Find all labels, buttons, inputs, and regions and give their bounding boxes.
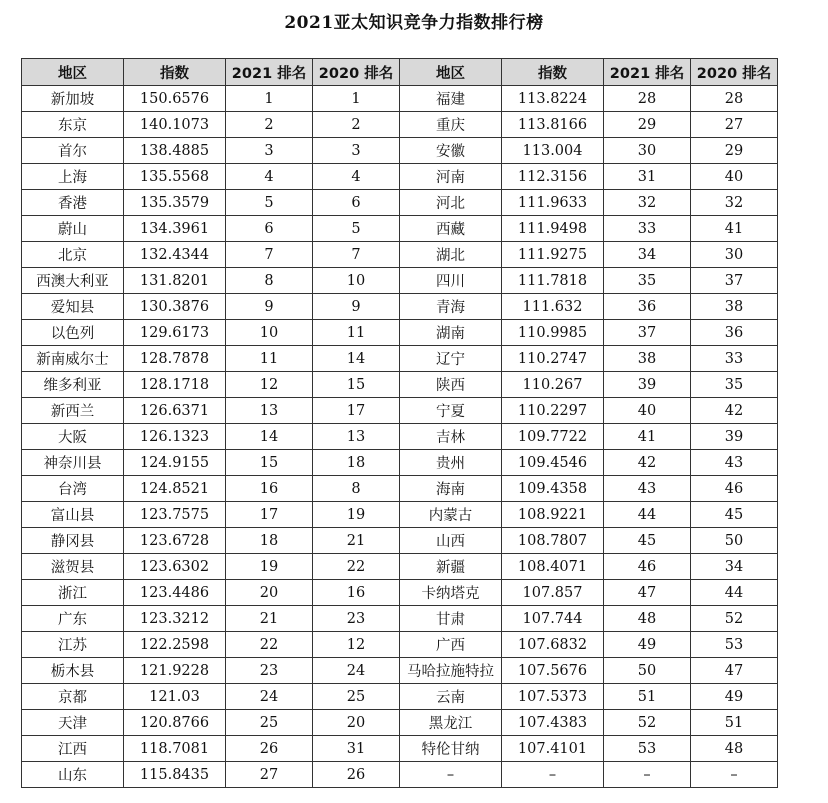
region-cell: 山西 (400, 528, 502, 554)
index-cell: 110.2297 (502, 398, 604, 424)
index-cell: 123.4486 (124, 580, 226, 606)
rank-2020-cell: 21 (313, 528, 400, 554)
index-cell: 124.8521 (124, 476, 226, 502)
table-row (22, 320, 778, 346)
index-cell: 113.004 (502, 138, 604, 164)
rank-2021-cell: 36 (604, 294, 691, 320)
index-cell: – (502, 762, 604, 788)
region-cell: 神奈川县 (22, 450, 124, 476)
index-cell: 108.4071 (502, 554, 604, 580)
rank-2021-cell: 30 (604, 138, 691, 164)
rank-2020-cell: 22 (313, 554, 400, 580)
rank-2021-cell: 11 (226, 346, 313, 372)
region-cell: 海南 (400, 476, 502, 502)
region-cell: 陕西 (400, 372, 502, 398)
table-row (22, 476, 778, 502)
rank-2021-cell: 27 (226, 762, 313, 788)
index-cell: 129.6173 (124, 320, 226, 346)
region-cell: 河北 (400, 190, 502, 216)
table-header-row (22, 59, 778, 86)
region-cell: 湖南 (400, 320, 502, 346)
table-row (22, 580, 778, 606)
header-rank-2020-right: 2020 排名 (691, 59, 778, 86)
rank-2021-cell: 6 (226, 216, 313, 242)
index-cell: 118.7081 (124, 736, 226, 762)
rank-2020-cell: 1 (313, 86, 400, 112)
rank-2021-cell: 35 (604, 268, 691, 294)
rank-2021-cell: – (604, 762, 691, 788)
region-cell: 湖北 (400, 242, 502, 268)
region-cell: 重庆 (400, 112, 502, 138)
index-cell: 128.1718 (124, 372, 226, 398)
rank-2021-cell: 17 (226, 502, 313, 528)
rank-2020-cell: 34 (691, 554, 778, 580)
rank-2020-cell: 9 (313, 294, 400, 320)
rank-2020-cell: 5 (313, 216, 400, 242)
rank-2020-cell: 40 (691, 164, 778, 190)
index-cell: 110.267 (502, 372, 604, 398)
index-cell: 123.3212 (124, 606, 226, 632)
region-cell: 西澳大利亚 (22, 268, 124, 294)
table-row (22, 762, 778, 788)
index-cell: 111.9275 (502, 242, 604, 268)
region-cell: 河南 (400, 164, 502, 190)
index-cell: 108.9221 (502, 502, 604, 528)
index-cell: 109.4546 (502, 450, 604, 476)
region-cell: 吉林 (400, 424, 502, 450)
index-cell: 132.4344 (124, 242, 226, 268)
index-cell: 111.632 (502, 294, 604, 320)
rank-2020-cell: 48 (691, 736, 778, 762)
rank-2020-cell: 37 (691, 268, 778, 294)
rank-2021-cell: 34 (604, 242, 691, 268)
rank-2020-cell: 35 (691, 372, 778, 398)
rank-2021-cell: 2 (226, 112, 313, 138)
region-cell: 黑龙江 (400, 710, 502, 736)
table-row (22, 450, 778, 476)
table-row (22, 86, 778, 112)
rank-2020-cell: 27 (691, 112, 778, 138)
region-cell: 大阪 (22, 424, 124, 450)
table-row (22, 632, 778, 658)
index-cell: 130.3876 (124, 294, 226, 320)
rank-2020-cell: 19 (313, 502, 400, 528)
index-cell: 122.2598 (124, 632, 226, 658)
rank-2021-cell: 53 (604, 736, 691, 762)
rank-2020-cell: 25 (313, 684, 400, 710)
rank-2021-cell: 8 (226, 268, 313, 294)
rank-2020-cell: 52 (691, 606, 778, 632)
header-index: 指数 (124, 59, 226, 86)
index-cell: 111.9633 (502, 190, 604, 216)
header-index-right: 指数 (502, 59, 604, 86)
rank-2020-cell: 43 (691, 450, 778, 476)
index-cell: 107.744 (502, 606, 604, 632)
region-cell: 东京 (22, 112, 124, 138)
index-cell: 131.8201 (124, 268, 226, 294)
rank-2021-cell: 31 (604, 164, 691, 190)
table-row (22, 736, 778, 762)
region-cell: 卡纳塔克 (400, 580, 502, 606)
rank-2020-cell: 16 (313, 580, 400, 606)
index-cell: 115.8435 (124, 762, 226, 788)
region-cell: 维多利亚 (22, 372, 124, 398)
index-cell: 109.7722 (502, 424, 604, 450)
region-cell: 安徽 (400, 138, 502, 164)
rank-2021-cell: 48 (604, 606, 691, 632)
index-cell: 113.8166 (502, 112, 604, 138)
rank-2020-cell: 41 (691, 216, 778, 242)
rank-2021-cell: 37 (604, 320, 691, 346)
rank-2020-cell: 36 (691, 320, 778, 346)
rank-2020-cell: 18 (313, 450, 400, 476)
rank-2021-cell: 3 (226, 138, 313, 164)
region-cell: 青海 (400, 294, 502, 320)
index-cell: 112.3156 (502, 164, 604, 190)
rank-2021-cell: 46 (604, 554, 691, 580)
table-row (22, 554, 778, 580)
rank-2020-cell: 38 (691, 294, 778, 320)
index-cell: 121.9228 (124, 658, 226, 684)
index-cell: 107.5676 (502, 658, 604, 684)
rank-2021-cell: 19 (226, 554, 313, 580)
table-row (22, 424, 778, 450)
index-cell: 135.5568 (124, 164, 226, 190)
region-cell: 蔚山 (22, 216, 124, 242)
rank-2021-cell: 42 (604, 450, 691, 476)
index-cell: 123.7575 (124, 502, 226, 528)
rank-2021-cell: 5 (226, 190, 313, 216)
index-cell: 107.4101 (502, 736, 604, 762)
rank-2020-cell: 51 (691, 710, 778, 736)
region-cell: 静冈县 (22, 528, 124, 554)
index-cell: 123.6302 (124, 554, 226, 580)
rank-2021-cell: 45 (604, 528, 691, 554)
rank-2021-cell: 40 (604, 398, 691, 424)
table-row (22, 268, 778, 294)
region-cell: 福建 (400, 86, 502, 112)
rank-2020-cell: 8 (313, 476, 400, 502)
region-cell: 特伦甘纳 (400, 736, 502, 762)
index-cell: 135.3579 (124, 190, 226, 216)
index-cell: 107.6832 (502, 632, 604, 658)
rank-2021-cell: 20 (226, 580, 313, 606)
header-rank-2021: 2021 排名 (226, 59, 313, 86)
rank-2020-cell: 13 (313, 424, 400, 450)
rank-2020-cell: 14 (313, 346, 400, 372)
rank-2020-cell: 3 (313, 138, 400, 164)
index-cell: 120.8766 (124, 710, 226, 736)
rank-2021-cell: 13 (226, 398, 313, 424)
header-rank-2020: 2020 排名 (313, 59, 400, 86)
rank-2020-cell: 33 (691, 346, 778, 372)
rank-2021-cell: 21 (226, 606, 313, 632)
index-cell: 113.8224 (502, 86, 604, 112)
table-row (22, 684, 778, 710)
rank-2020-cell: 47 (691, 658, 778, 684)
region-cell: 四川 (400, 268, 502, 294)
rank-2020-cell: 26 (313, 762, 400, 788)
region-cell: 北京 (22, 242, 124, 268)
rank-2020-cell: 6 (313, 190, 400, 216)
table-row (22, 294, 778, 320)
header-region: 地区 (22, 59, 124, 86)
rank-2021-cell: 4 (226, 164, 313, 190)
rank-2021-cell: 25 (226, 710, 313, 736)
region-cell: 广西 (400, 632, 502, 658)
rank-2021-cell: 43 (604, 476, 691, 502)
table-row (22, 346, 778, 372)
rank-2021-cell: 39 (604, 372, 691, 398)
index-cell: 128.7878 (124, 346, 226, 372)
region-cell: 辽宁 (400, 346, 502, 372)
region-cell: 马哈拉施特拉 (400, 658, 502, 684)
rank-2020-cell: 44 (691, 580, 778, 606)
index-cell: 107.4383 (502, 710, 604, 736)
rank-2020-cell: 15 (313, 372, 400, 398)
region-cell: 广东 (22, 606, 124, 632)
index-cell: 126.1323 (124, 424, 226, 450)
rank-2020-cell: 24 (313, 658, 400, 684)
rank-2021-cell: 41 (604, 424, 691, 450)
rank-2020-cell: 2 (313, 112, 400, 138)
rank-2020-cell: 4 (313, 164, 400, 190)
table-row (22, 528, 778, 554)
region-cell: 新南威尔士 (22, 346, 124, 372)
index-cell: 107.5373 (502, 684, 604, 710)
rank-2021-cell: 1 (226, 86, 313, 112)
rank-2021-cell: 9 (226, 294, 313, 320)
region-cell: 滋贺县 (22, 554, 124, 580)
rank-2021-cell: 52 (604, 710, 691, 736)
table-row (22, 502, 778, 528)
region-cell: 甘肃 (400, 606, 502, 632)
region-cell: 上海 (22, 164, 124, 190)
region-cell: 京都 (22, 684, 124, 710)
rank-2021-cell: 26 (226, 736, 313, 762)
index-cell: 138.4885 (124, 138, 226, 164)
rank-2020-cell: 53 (691, 632, 778, 658)
index-cell: 124.9155 (124, 450, 226, 476)
region-cell: 台湾 (22, 476, 124, 502)
rank-2020-cell: 45 (691, 502, 778, 528)
rank-2020-cell: 12 (313, 632, 400, 658)
rank-2021-cell: 10 (226, 320, 313, 346)
rank-2021-cell: 24 (226, 684, 313, 710)
rank-2021-cell: 23 (226, 658, 313, 684)
table-row (22, 658, 778, 684)
table-row (22, 112, 778, 138)
index-cell: 110.2747 (502, 346, 604, 372)
rank-2020-cell: 30 (691, 242, 778, 268)
index-cell: 140.1073 (124, 112, 226, 138)
index-cell: 108.7807 (502, 528, 604, 554)
header-region-right: 地区 (400, 59, 502, 86)
region-cell: 栃木县 (22, 658, 124, 684)
region-cell: 浙江 (22, 580, 124, 606)
index-cell: 107.857 (502, 580, 604, 606)
rank-2021-cell: 18 (226, 528, 313, 554)
region-cell: 新西兰 (22, 398, 124, 424)
rank-2020-cell: 23 (313, 606, 400, 632)
rank-2020-cell: 11 (313, 320, 400, 346)
index-cell: 126.6371 (124, 398, 226, 424)
rank-2021-cell: 44 (604, 502, 691, 528)
region-cell: 新加坡 (22, 86, 124, 112)
rank-2021-cell: 7 (226, 242, 313, 268)
region-cell: 富山县 (22, 502, 124, 528)
rank-2020-cell: 49 (691, 684, 778, 710)
region-cell: 内蒙古 (400, 502, 502, 528)
rank-2020-cell: 7 (313, 242, 400, 268)
index-cell: 111.9498 (502, 216, 604, 242)
region-cell: 香港 (22, 190, 124, 216)
region-cell: 新疆 (400, 554, 502, 580)
region-cell: 江西 (22, 736, 124, 762)
page-title: 2021亚太知识竞争力指数排行榜 (284, 13, 544, 33)
table-row (22, 398, 778, 424)
rank-2021-cell: 16 (226, 476, 313, 502)
region-cell: 贵州 (400, 450, 502, 476)
table-row (22, 606, 778, 632)
rank-2020-cell: 17 (313, 398, 400, 424)
rank-2020-cell: 29 (691, 138, 778, 164)
ranking-table (21, 58, 778, 788)
rank-2020-cell: 32 (691, 190, 778, 216)
rank-2020-cell: 28 (691, 86, 778, 112)
rank-2021-cell: 51 (604, 684, 691, 710)
table-body (22, 86, 778, 788)
index-cell: 110.9985 (502, 320, 604, 346)
index-cell: 109.4358 (502, 476, 604, 502)
rank-2021-cell: 12 (226, 372, 313, 398)
rank-2021-cell: 32 (604, 190, 691, 216)
rank-2020-cell: – (691, 762, 778, 788)
rank-2021-cell: 22 (226, 632, 313, 658)
rank-2020-cell: 46 (691, 476, 778, 502)
region-cell: 西藏 (400, 216, 502, 242)
rank-2021-cell: 33 (604, 216, 691, 242)
rank-2021-cell: 28 (604, 86, 691, 112)
rank-2020-cell: 31 (313, 736, 400, 762)
index-cell: 123.6728 (124, 528, 226, 554)
rank-2021-cell: 50 (604, 658, 691, 684)
region-cell: 以色列 (22, 320, 124, 346)
index-cell: 134.3961 (124, 216, 226, 242)
rank-2020-cell: 10 (313, 268, 400, 294)
table-row (22, 242, 778, 268)
region-cell: 云南 (400, 684, 502, 710)
rank-2021-cell: 15 (226, 450, 313, 476)
rank-2021-cell: 38 (604, 346, 691, 372)
rank-2020-cell: 50 (691, 528, 778, 554)
table-row (22, 138, 778, 164)
table-row (22, 372, 778, 398)
header-rank-2021-right: 2021 排名 (604, 59, 691, 86)
rank-2021-cell: 47 (604, 580, 691, 606)
table-row (22, 190, 778, 216)
region-cell: 首尔 (22, 138, 124, 164)
rank-2021-cell: 49 (604, 632, 691, 658)
rank-2020-cell: 39 (691, 424, 778, 450)
region-cell: 江苏 (22, 632, 124, 658)
table-row (22, 164, 778, 190)
rank-2021-cell: 14 (226, 424, 313, 450)
index-cell: 121.03 (124, 684, 226, 710)
index-cell: 111.7818 (502, 268, 604, 294)
region-cell: 山东 (22, 762, 124, 788)
rank-2020-cell: 42 (691, 398, 778, 424)
region-cell: 爱知县 (22, 294, 124, 320)
index-cell: 150.6576 (124, 86, 226, 112)
table-row (22, 710, 778, 736)
region-cell: 宁夏 (400, 398, 502, 424)
rank-2021-cell: 29 (604, 112, 691, 138)
table-row (22, 216, 778, 242)
region-cell: 天津 (22, 710, 124, 736)
rank-2020-cell: 20 (313, 710, 400, 736)
region-cell: – (400, 762, 502, 788)
